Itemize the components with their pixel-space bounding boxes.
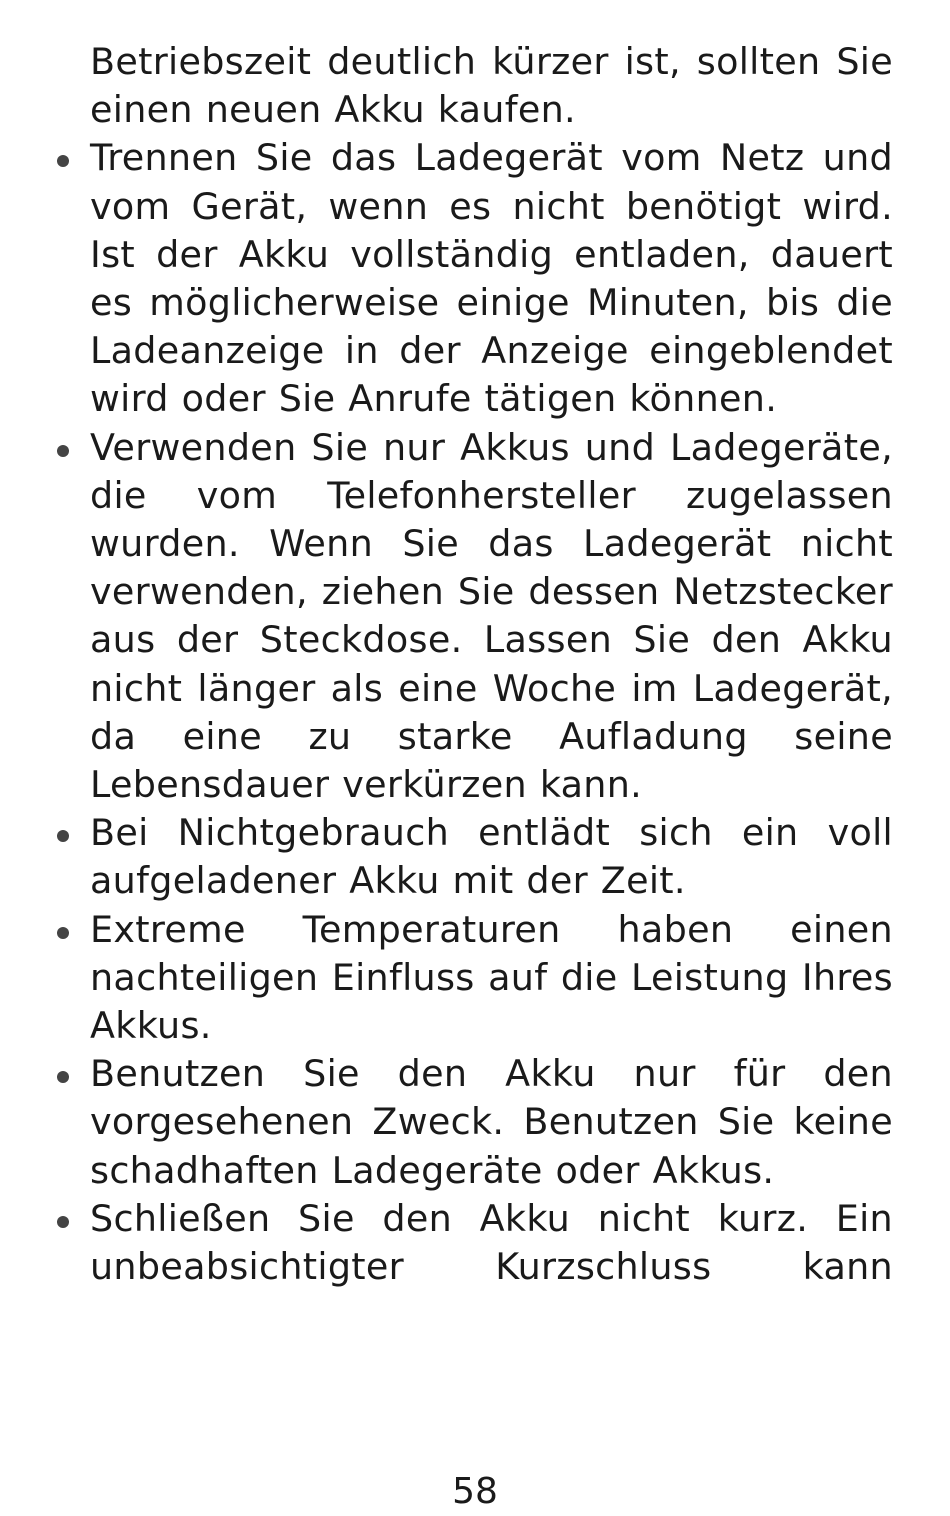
list-item <box>90 906 893 1051</box>
bullet-icon <box>57 1216 69 1228</box>
list-item <box>90 809 893 905</box>
bullet-icon <box>57 830 69 842</box>
list-item <box>90 1050 893 1195</box>
list-item-text: Extreme Temperaturen haben einen nachteiligen Einfluss auf die Leistung Ihres Akkus. <box>90 907 893 1048</box>
list-item-text: Schließen Sie den Akku nicht kurz. Ein unbeabsichtigter Kurzschluss kann <box>90 1196 893 1289</box>
continued-paragraph: Betriebszeit deutlich kürzer ist, sollten Sie einen neuen Akku kaufen. <box>90 40 893 132</box>
list-item <box>90 1195 893 1291</box>
page-number: 58 <box>452 1471 498 1512</box>
bullet-icon <box>57 927 69 939</box>
list-item <box>90 424 893 810</box>
list-item-text: Trennen Sie das Ladegerät vom Netz und vom Gerät, wenn es nicht benötigt wird. Ist der Akku vollständig entladen, dauert es möglicherweise einige Minuten, bis die Ladeanzeige in der Anzeige eingeblendet wird oder Sie Anrufe tätigen können. <box>90 136 893 421</box>
bullet-icon <box>57 155 69 167</box>
bullet-icon <box>57 445 69 457</box>
bullet-icon <box>57 1071 69 1083</box>
page-content <box>90 38 893 1291</box>
list-item-text: Verwenden Sie nur Akkus und Ladegeräte, die vom Telefonhersteller zugelassen wurden. Wenn Sie das Ladegerät nicht verwenden, ziehen Sie dessen Netzstecker aus der Steckdose. Lassen Sie den Akku nicht länger als eine Woche im Ladegerät, da eine zu starke Aufladung seine Lebensdauer verkürzen kann. <box>90 425 893 807</box>
list-item-text: Bei Nichtgebrauch entlädt sich ein voll aufgeladener Akku mit der Zeit. <box>90 811 893 903</box>
list-item-text: Benutzen Sie den Akku nur für den vorgesehenen Zweck. Benutzen Sie keine schadhaften Ladegeräte oder Akkus. <box>90 1052 893 1192</box>
list-item <box>90 134 893 423</box>
